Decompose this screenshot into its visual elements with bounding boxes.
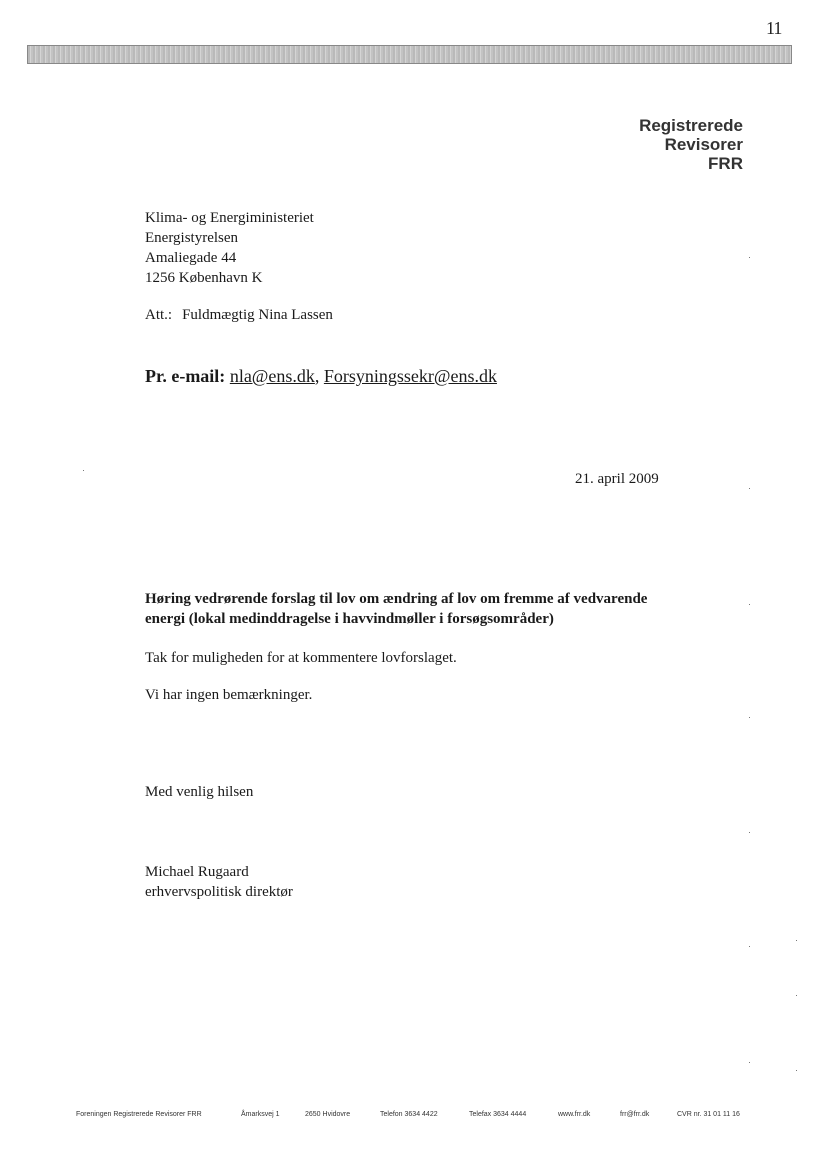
letter-footer <box>76 1111 756 1125</box>
footer-phone: Telefon 3634 4422 <box>380 1111 438 1118</box>
footer-fax: Telefax 3634 4444 <box>469 1111 527 1118</box>
footer-street: Åmarksvej 1 <box>241 1111 280 1118</box>
scan-speck <box>796 1070 797 1071</box>
body-paragraph-1: Tak for muligheden for at kommentere lovforslaget. <box>145 650 457 666</box>
letter-date: 21. april 2009 <box>575 471 659 487</box>
email-link-1[interactable]: nla@ens.dk <box>229 366 315 386</box>
footer-city: 2650 Hvidovre <box>305 1111 351 1118</box>
scan-speck <box>749 257 750 258</box>
address-line-1: Klima- og Energiministeriet <box>145 210 314 226</box>
attention-line <box>145 307 333 324</box>
logo-line-1: Registrerede <box>639 116 743 135</box>
scan-speck <box>749 946 750 947</box>
scan-speck <box>83 470 84 471</box>
logo-line-2: Revisorer <box>664 135 743 154</box>
page-number-mark: 11 <box>766 18 782 38</box>
signer-title: erhvervspolitisk direktør <box>145 884 293 900</box>
email-separator: , <box>314 366 320 386</box>
scan-header-bar <box>27 45 792 64</box>
email-label: Pr. e-mail: <box>145 366 226 386</box>
signature-block <box>145 862 293 902</box>
email-line <box>145 366 497 387</box>
subject-heading: Høring vedrørende forslag til lov om ændring af lov om fremme af vedvarende energi (lokal medinddragelse i havvindmøller i forsøgsområder) <box>145 591 648 627</box>
scan-speck <box>796 940 797 941</box>
attention-name: Fuldmægtig Nina Lassen <box>182 307 333 323</box>
address-line-4: 1256 København K <box>145 270 263 286</box>
closing-salutation: Med venlig hilsen <box>145 784 254 800</box>
recipient-address <box>145 208 314 288</box>
address-line-2: Energistyrelsen <box>145 230 239 246</box>
scan-speck <box>749 488 750 489</box>
footer-cvr: CVR nr. 31 01 11 16 <box>677 1111 740 1118</box>
footer-org: Foreningen Registrerede Revisorer FRR <box>76 1111 202 1118</box>
email-link-2[interactable]: Forsyningssekr@ens.dk <box>323 366 497 386</box>
address-line-3: Amaliegade 44 <box>145 250 237 266</box>
signer-name: Michael Rugaard <box>145 864 249 880</box>
scan-speck <box>749 604 750 605</box>
footer-web[interactable]: www.frr.dk <box>558 1111 591 1118</box>
scan-speck <box>749 717 750 718</box>
scan-speck <box>796 995 797 996</box>
frr-logo <box>639 116 743 173</box>
body-paragraph-2: Vi har ingen bemærkninger. <box>145 687 313 703</box>
footer-email[interactable]: frr@frr.dk <box>620 1111 650 1118</box>
attention-label: Att.: <box>145 307 173 323</box>
scan-speck <box>749 1062 750 1063</box>
scan-speck <box>749 832 750 833</box>
logo-line-3: FRR <box>708 154 743 173</box>
